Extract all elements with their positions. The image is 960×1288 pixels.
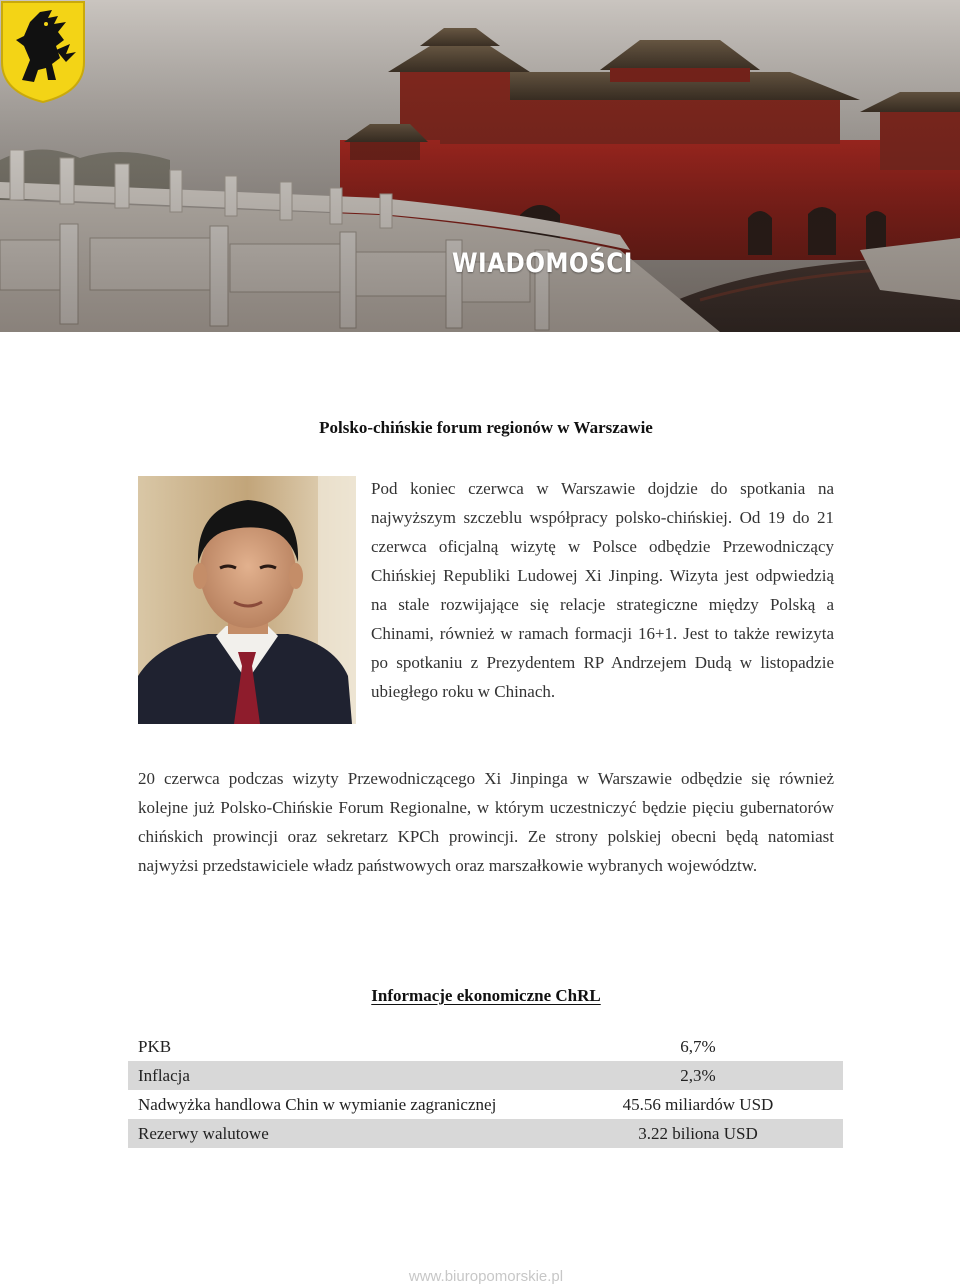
row-value: 3.22 biliona USD (583, 1119, 843, 1148)
article-body: 20 czerwca podczas wizyty Przewodniczącego Xi Jinpinga w Warszawie odbędzie się również kolejne już Polsko-Chińskie Forum Regionalne, w którym uczestniczyć będzie pięciu gubernatorów chińskich prowincji oraz sekretarz KPCh prowincji. Ze strony polskiej obecni będą natomiast najwyżsi przedstawiciele władz państwowych oraz marszałkowie wybranych województw. (138, 769, 834, 875)
economics-table (128, 1032, 843, 1148)
portrait-photo (138, 476, 356, 724)
row-label: PKB (138, 1036, 172, 1056)
banner-title: WIADOMOŚCI (452, 248, 633, 279)
footer-url[interactable]: www.biuropomorskie.pl (408, 1268, 564, 1285)
row-value: 6,7% (680, 1036, 716, 1056)
economics-title: Informacje ekonomiczne ChRL (371, 986, 601, 1005)
row-value: 2,3% (583, 1061, 843, 1090)
header-banner (0, 0, 960, 332)
row-value: 45.56 miliardów USD (622, 1094, 774, 1114)
row-label: Rezerwy walutowe (128, 1119, 583, 1148)
table-row (128, 1032, 843, 1061)
article-headline: Polsko-chińskie forum regionów w Warszawie (319, 418, 653, 437)
row-label: Nadwyżka handlowa Chin w wymianie zagranicznej (138, 1094, 497, 1114)
article-lead: Pod koniec czerwca w Warszawie dojdzie do spotkania na najwyższym szczeblu współpracy polsko-chińskiej. Od 19 do 21 czerwca oficjalną wizytę w Polsce odbędzie Przewodniczący Chińskiej Republiki Ludowej Xi Jinping. Wizyta jest odpwiedzią na stale rozwijające się relacje strategiczne między Polską a Chinami, również w ramach formacji 16+1. Jest to także rewizyta po spotkaniu z Prezydentem RP Andrzejem Dudą w listopadzie ubiegłego roku w Chinach. (371, 479, 834, 701)
forbidden-city-illustration (0, 0, 960, 332)
griffin-crest-icon (0, 0, 86, 104)
table-row (128, 1061, 843, 1090)
table-row (128, 1090, 843, 1119)
row-label: Inflacja (128, 1061, 583, 1090)
table-row (128, 1119, 843, 1148)
